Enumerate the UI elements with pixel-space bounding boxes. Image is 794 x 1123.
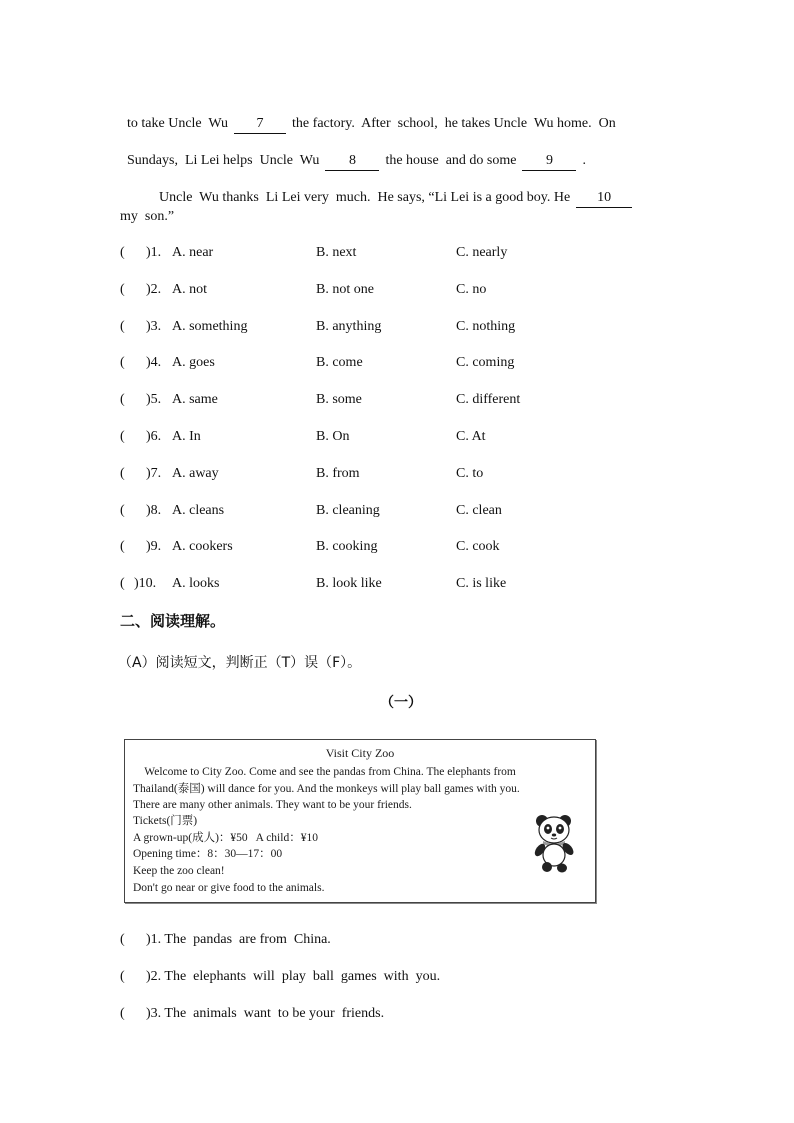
- choice-question: [120, 318, 620, 336]
- option-c: C. nearly: [456, 245, 508, 260]
- zoo-notice: [124, 739, 596, 903]
- option-a: A. near: [172, 245, 214, 260]
- passage-line-4: my son.”: [120, 209, 175, 224]
- blank-8: 8: [325, 152, 379, 171]
- option-a: A. same: [172, 392, 218, 407]
- option-c: C. At: [456, 429, 486, 444]
- option-b: B. from: [316, 466, 360, 481]
- option-b: B. On: [316, 429, 350, 444]
- passage-text: Sundays, Li Lei helps Uncle Wu: [127, 153, 320, 168]
- notice-title: Visit City Zoo: [325, 746, 395, 760]
- choice-question: [120, 354, 620, 372]
- option-c: C. cook: [456, 539, 500, 554]
- blank-10: 10: [576, 189, 632, 208]
- option-b: B. come: [316, 355, 363, 370]
- answer-bracket[interactable]: (: [120, 282, 125, 297]
- option-c: C. is like: [456, 576, 507, 591]
- choice-question: [120, 465, 620, 483]
- passage-line-2: [120, 134, 586, 171]
- passage-text: the factory. After school, he takes Uncle Wu home. On: [292, 116, 616, 131]
- answer-bracket[interactable]: (: [120, 503, 125, 518]
- question-number: )6.: [146, 429, 162, 444]
- answer-bracket[interactable]: (: [120, 245, 125, 260]
- option-a: A. cleans: [172, 503, 225, 518]
- question-number: )3.: [146, 319, 162, 334]
- option-a: A. In: [172, 429, 201, 444]
- answer-bracket[interactable]: (: [120, 319, 125, 334]
- tf-question: [120, 1005, 720, 1023]
- option-c: C. coming: [456, 355, 515, 370]
- option-a: A. looks: [172, 576, 220, 591]
- passage-text: to take Uncle Wu: [127, 116, 229, 131]
- question-number: )7.: [146, 466, 162, 481]
- question-number: )1.: [146, 245, 162, 260]
- option-a: A. cookers: [172, 539, 233, 554]
- passage-text: Uncle Wu thanks Li Lei very much. He says, “Li Lei is a good boy. He: [159, 190, 571, 205]
- answer-bracket[interactable]: (: [120, 969, 125, 984]
- passage-line-3: [152, 171, 638, 208]
- question-number: )4.: [146, 355, 162, 370]
- notice-line: Thailand(泰国) will dance for you. And the monkeys will play ball games with you.: [133, 783, 520, 795]
- section-instruction: （A）阅读短文，判断正（T）误（F）。: [118, 655, 362, 671]
- answer-bracket[interactable]: (: [120, 1006, 125, 1021]
- blank-7: 7: [234, 115, 286, 134]
- option-c: C. clean: [456, 503, 502, 518]
- answer-bracket[interactable]: (: [120, 466, 125, 481]
- question-number: )2.: [146, 282, 162, 297]
- choice-question: [120, 538, 620, 556]
- choice-question: [120, 502, 620, 520]
- question-text: )2. The elephants will play ball games with you.: [146, 969, 441, 984]
- choice-question: [120, 281, 620, 299]
- notice-line: Tickets(门票): [133, 815, 198, 827]
- notice-line: Opening time：8：30—17：00: [133, 848, 283, 860]
- notice-line: Keep the zoo clean!: [133, 865, 225, 877]
- notice-line: There are many other animals. They want to be your friends.: [133, 799, 412, 811]
- option-a: A. away: [172, 466, 219, 481]
- option-a: A. not: [172, 282, 207, 297]
- question-number: )8.: [146, 503, 162, 518]
- option-b: B. not one: [316, 282, 374, 297]
- option-c: C. no: [456, 282, 487, 297]
- choice-question: [120, 391, 620, 409]
- option-b: B. cooking: [316, 539, 378, 554]
- option-b: B. cleaning: [316, 503, 380, 518]
- option-c: C. nothing: [456, 319, 516, 334]
- passage-line-1: [120, 97, 616, 134]
- tf-question: [120, 968, 720, 986]
- question-text: )3. The animals want to be your friends.: [146, 1006, 385, 1021]
- blank-9: 9: [522, 152, 576, 171]
- option-c: C. different: [456, 392, 521, 407]
- notice-line: A grown-up(成人)：¥50 A child：¥10: [133, 832, 318, 844]
- question-number: )5.: [146, 392, 162, 407]
- answer-bracket[interactable]: (: [120, 392, 125, 407]
- answer-bracket[interactable]: (: [120, 932, 125, 947]
- answer-bracket[interactable]: (: [120, 576, 125, 591]
- notice-line: Welcome to City Zoo. Come and see the pandas from China. The elephants from: [133, 766, 516, 778]
- option-b: B. some: [316, 392, 362, 407]
- question-number: )10.: [134, 576, 157, 591]
- tf-question: [120, 931, 720, 949]
- option-b: B. next: [316, 245, 357, 260]
- choice-question: [120, 575, 620, 593]
- question-text: )1. The pandas are from China.: [146, 932, 331, 947]
- answer-bracket[interactable]: (: [120, 429, 125, 444]
- option-b: B. anything: [316, 319, 382, 334]
- option-a: A. goes: [172, 355, 215, 370]
- section-heading: 二、阅读理解。: [120, 612, 226, 630]
- passage-text: the house and do some: [385, 153, 517, 168]
- option-c: C. to: [456, 466, 484, 481]
- question-number: )9.: [146, 539, 162, 554]
- answer-bracket[interactable]: (: [120, 355, 125, 370]
- option-b: B. look like: [316, 576, 382, 591]
- choice-question: [120, 244, 620, 262]
- panda-illustration: [529, 812, 579, 874]
- part-label: （一）: [380, 695, 422, 711]
- passage-text: .: [582, 153, 586, 168]
- notice-line: Don't go near or give food to the animals.: [133, 882, 325, 894]
- choice-question: [120, 428, 620, 446]
- option-a: A. something: [172, 319, 248, 334]
- answer-bracket[interactable]: (: [120, 539, 125, 554]
